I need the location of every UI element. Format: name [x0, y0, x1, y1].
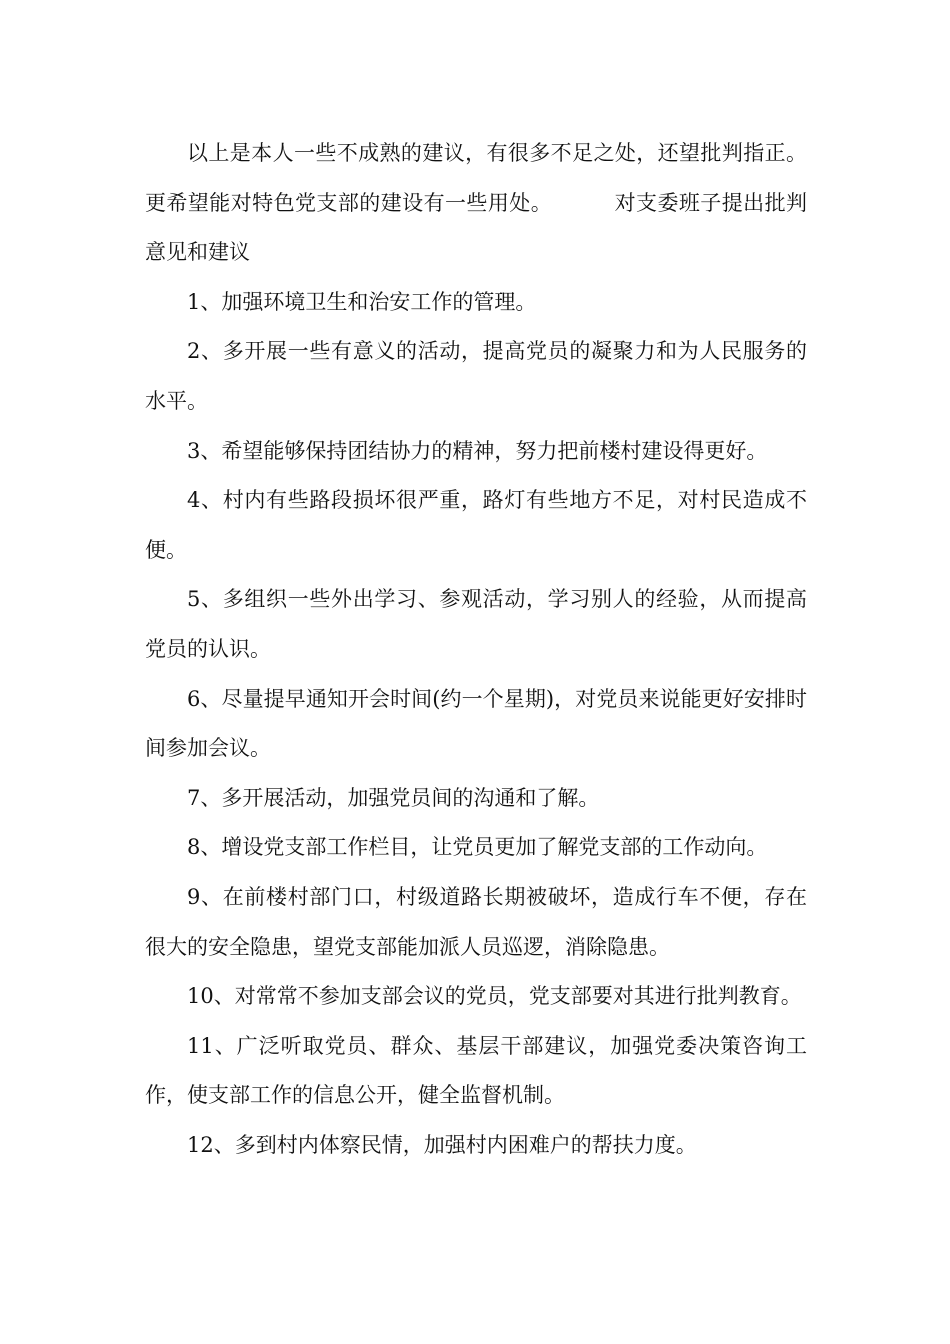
list-item	[145, 1121, 807, 1171]
intro-text: 以上是本人一些不成熟的建议，有很多不足之处，还望批判指正。更希望能对特色党支部的建设有一些用处。	[145, 141, 807, 215]
item-number: 5、	[187, 587, 223, 612]
item-text: 加强环境卫生和治安工作的管理。	[221, 289, 537, 314]
list-item	[145, 675, 807, 774]
document-body	[145, 129, 807, 1170]
item-number: 9、	[187, 884, 223, 909]
item-number: 11、	[187, 1033, 237, 1058]
list-item	[145, 774, 807, 824]
item-text: 村内有些路段损坏很严重，路灯有些地方不足，对村民造成不便。	[145, 488, 807, 562]
item-number: 10、	[187, 984, 235, 1009]
intro-paragraph	[145, 129, 807, 278]
list-item	[145, 873, 807, 972]
list-item	[145, 1022, 807, 1121]
item-text: 多开展活动，加强党员间的沟通和了解。	[221, 785, 600, 810]
item-text: 广泛听取党员、群众、基层干部建议，加强党委决策咨询工作，使支部工作的信息公开，健全监督机制。	[145, 1033, 807, 1108]
list-item	[145, 278, 807, 328]
item-number: 12、	[187, 1132, 235, 1157]
list-item	[145, 575, 807, 674]
item-number: 7、	[187, 785, 222, 810]
list-item	[145, 823, 807, 873]
item-number: 3、	[187, 438, 222, 463]
item-text: 对常常不参加支部会议的党员，党支部要对其进行批判教育。	[234, 984, 802, 1009]
item-number: 8、	[187, 835, 222, 860]
item-text: 多到村内体察民情，加强村内困难户的帮扶力度。	[234, 1132, 697, 1157]
section-heading-text: 对支委班子提出批判意见和建议	[145, 190, 808, 265]
list-item	[145, 427, 807, 477]
item-text: 多组织一些外出学习、参观活动，学习别人的经验，从而提高党员的认识。	[145, 587, 807, 661]
item-number: 2、	[187, 339, 223, 364]
item-number: 4、	[187, 488, 223, 513]
item-number: 6、	[187, 686, 222, 711]
item-text: 在前楼村部门口，村级道路长期被破坏，造成行车不便，存在很大的安全隐患，望党支部能加派人员巡逻，消除隐患。	[145, 884, 807, 959]
item-text: 多开展一些有意义的活动，提高党员的凝聚力和为人民服务的水平。	[145, 339, 807, 413]
list-item	[145, 972, 807, 1022]
list-item	[145, 476, 807, 575]
item-number: 1、	[187, 289, 222, 314]
item-text: 希望能够保持团结协力的精神，努力把前楼村建设得更好。	[221, 438, 768, 463]
item-text: 尽量提早通知开会时间(约一个星期)，对党员来说能更好安排时间参加会议。	[145, 686, 807, 761]
list-item	[145, 327, 807, 426]
item-text: 增设党支部工作栏目，让党员更加了解党支部的工作动向。	[221, 835, 768, 860]
